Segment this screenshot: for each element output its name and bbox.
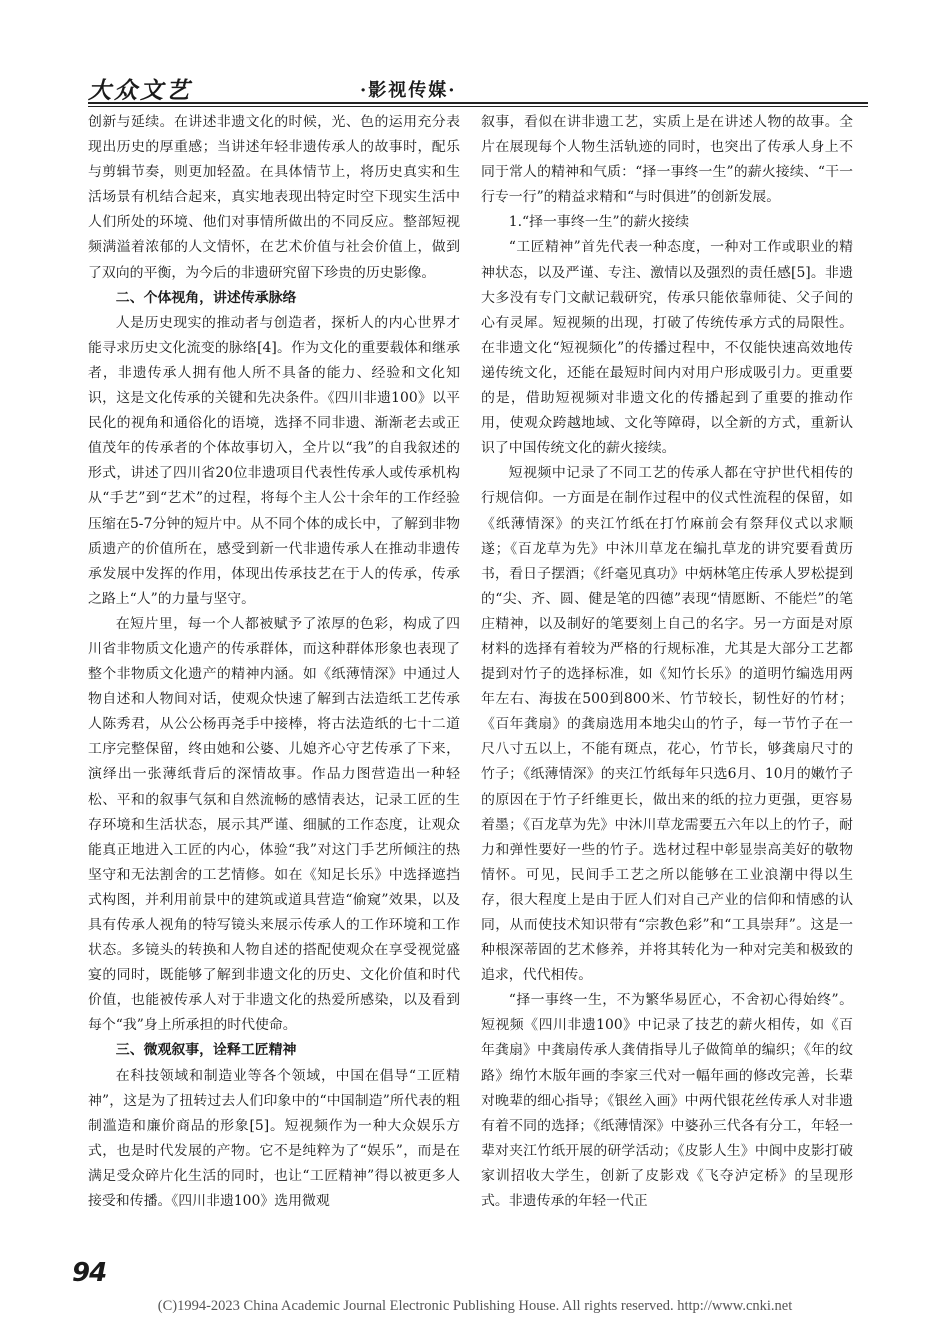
journal-title: 大众文艺 [88,77,192,104]
paragraph: “工匠精神”首先代表一种态度，一种对工作或职业的精神状态，以及严谨、专注、激情以及强烈的责任感[5]。非遗大多没有专门文献记载研究，传承只能依靠师徒、父子间的心有灵犀。短视频的出现，打破了传统传承方式的局限性。在非遗文化“短视频化”的传播过程中，不仅能快速高效地传递传统文化，还能在最短时间内对用户形成吸引力。更重要的是，借助短视频对非遗文化的传播起到了重要的推动作用，使观众跨越地域、文化等障碍，以全新的方式，重新认识了中国传统文化的薪火接续。 [481,239,853,457]
header-rule-thick [88,102,868,104]
paragraph: 短视频中记录了不同工艺的传承人都在守护世代相传的行规信仰。一方面是在制作过程中的仪式性流程的保留，如《纸薄情深》的夹江竹纸在打竹麻前会有祭拜仪式以求顺遂；《百龙草为先》中沐川草龙在编扎草龙的讲究要看黄历书，看日子摆酒；《纤毫见真功》中炳林笔庄传承人罗松提到的“尖、齐、圆、健是笔的四德”表现“情愿断、不能烂”的笔庄精神，以及制好的笔要刻上自己的名字。另一方面是对原材料的选择有着较为严格的行规标准，尤其是大部分工艺都提到对竹子的选择标准，如《知竹长乐》的道明竹编选用两年左右、海拔在500到800米、竹节较长，韧性好的竹材；《百年龚扇》的龚扇选用本地尖山的竹子，每一节竹子在一尺八寸五以上，不能有斑点，花心，竹节长，够龚扇尺寸的竹子；《纸薄情深》的夹江竹纸每年只选6月、10月的嫩竹子的原因在于竹子纤维更长，做出来的纸的拉力更强，更容易着墨；《百龙草为先》中沐川草龙需要五六年以上的竹子，耐力和弹性要好一些的竹子。选材过程中彰显崇高美好的敬物情怀。可见，民间手工艺之所以能够在工业浪潮中得以生存，很大程度上是由于匠人们对自己产业的信仰和情感的认同，从而使技术知识带有“宗教色彩”和“工具崇拜”。这是一种根深蒂固的艺术修养，并将其转化为一种对完美和极致的追求，代代相传。 [481,465,853,984]
copyright-footer: (C)1994-2023 China Academic Journal Electronic Publishing House. All rights reserved. http://www.cnki.net [157,1298,793,1314]
left-column [88,110,460,1214]
section-heading-3: 三、微观叙事，诠释工匠精神 [115,1042,297,1059]
paragraph: 在短片里，每一个人都被赋予了浓厚的色彩，构成了四川省非物质文化遗产的传承群体，而这种群体形象也表现了整个非物质文化遗产的精神内涵。如《纸薄情深》中通过人物自述和人物间对话，使观众快速了解到古法造纸工艺传承人陈秀君，从公公杨再尧手中接棒，将古法造纸的七十二道工序完整保留，终由她和公婆、儿媳齐心守艺传承了下来，演绎出一张薄纸背后的深情故事。作品力图营造出一种轻松、平和的叙事气氛和自然流畅的感情表达，记录工匠的生存环境和生活状态，展示其严谨、细腻的工作态度，让观众能真正地进入工匠的内心，体验“我”对这门手艺所倾注的热坚守和无法割舍的工艺情修。如在《知足长乐》中选择遮挡式构图，并利用前景中的建筑或道具营造“偷窥”效果，以及具有传承人视角的特写镜头来展示传承人的工作环境和工作状态。多镜头的转换和人物自述的搭配使观众在享受视觉盛宴的同时，既能够了解到非遗文化的历史、文化价值和时代价值，也能被传承人对于非遗文化的热爱所感染，以及看到每个“我”身上所承担的时代使命。 [88,615,460,1034]
paragraph: 人是历史现实的推动者与创造者，探析人的内心世界才能寻求历史文化流变的脉络[4]。作为文化的重要载体和继承者，非遗传承人拥有他人所不具备的能力、经验和文化知识，这是文化传承的关键和先决条件。《四川非遗100》以平民化的视角和通俗化的语境，选择不同非遗、渐渐老去或正值茂年的传承者的个体故事切入，全片以“我”的自我叙述的形式，讲述了四川省20位非遗项目代表性传承人或传承机构从“手艺”到“艺术”的过程，将每个主人公十余年的工作经验压缩在5-7分钟的短片中。从不同个体的成长中，了解到非物质遗产的价值所在，感受到新一代非遗传承人在推动非遗传承发展中发挥的作用，体现出传承技艺在于人的传承，传承之路上“人”的力量与坚守。 [88,314,460,607]
header-rule-thin [88,106,868,107]
paragraph: 在科技领域和制造业等各个领域，中国在倡导“工匠精神”，这是为了扭转过去人们印象中的“中国制造”所代表的粗制滥造和廉价商品的形象[5]。短视频作为一种大众娱乐方式，也是时代发展的产物。它不是纯粹为了“娱乐”，而是在满足受众碎片化生活的同时，也让“工匠精神”得以被更多人接受和传播。《四川非遗100》选用微观 [88,1067,460,1210]
running-header [88,72,868,102]
paragraph: “择一事终一生，不为繁华易匠心，不舍初心得始终”。短视频《四川非遗100》中记录了技艺的薪火相传，如《百年龚扇》中龚扇传承人龚倩指导儿子做简单的编织；《年的纹路》绵竹木版年画的李家三代对一幅年画的修改完善，长辈对晚辈的细心指导；《银丝入画》中两代银花丝传承人对非遗有着不同的选择；《纸薄情深》中婆孙三代各有分工，年轻一辈对夹江竹纸开展的研学活动；《皮影人生》中阆中皮影打破家训招收大学生，创新了皮影戏《飞夺泸定桥》的呈现形式。非遗传承的年轻一代正 [481,992,853,1210]
right-column [481,110,853,1214]
paragraph: 叙事，看似在讲非遗工艺，实质上是在讲述人物的故事。全片在展现每个人物生活轨迹的同时，也突出了传承人身上不同于常人的精神和气质：“择一事终一生”的薪火接续、“干一行专一行”的精益求精和“与时俱进”的创新发展。 [481,114,853,206]
paragraph: 创新与延续。在讲述非遗文化的时候，光、色的运用充分表现出历史的厚重感；当讲述年轻非遗传承人的故事时，配乐与剪辑节奏，则更加轻盈。在具体情节上，将历史真实和生活场景有机结合起来，真实地表现出特定时空下现实生活中人们所处的环境、他们对事情所做出的不同反应。整部短视频满溢着浓郁的人文情怀，在艺术价值与社会价值上，做到了双向的平衡，为今后的非遗研究留下珍贵的历史影像。 [88,114,460,281]
section-heading-2: 二、个体视角，讲述传承脉络 [115,289,297,306]
subsection-heading: 1.“择一事终一生”的薪火接续 [508,214,690,231]
section-label: ·影视传媒· [360,80,457,101]
page-number: 94 [72,1258,107,1288]
